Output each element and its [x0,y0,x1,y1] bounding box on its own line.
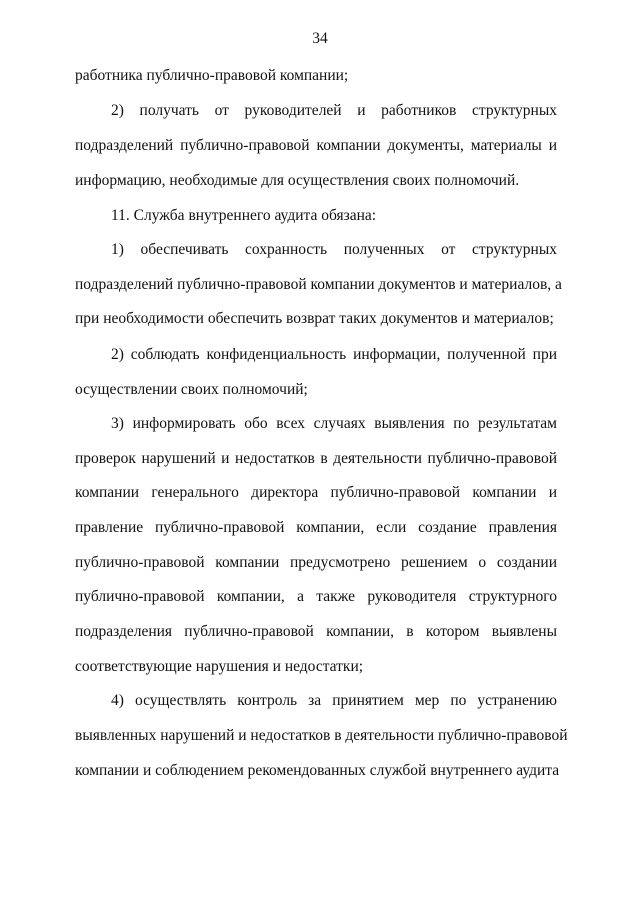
text-line: компании генерального директора публично-правовой компании и [75,484,557,501]
text-line: проверок нарушений и недостатков в деятельности публично-правовой [75,450,557,467]
paragraph-start-line: 4) осуществлять контроль за принятием мер по устранению [111,692,557,709]
text-line: работника публично-правовой компании; [75,67,349,84]
text-line: подразделений публично-правовой компании документы, материалы и [75,137,557,154]
text-line: публично-правовой компании предусмотрено решением о создании [75,554,557,571]
section-heading-line: 11. Служба внутреннего аудита обязана: [111,207,377,224]
text-line: публично-правовой компании, а также руководителя структурного [75,588,557,605]
text-line: при необходимости обеспечить возврат таких документов и материалов; [75,310,554,327]
paragraph-start-line: 2) получать от руководителей и работников структурных [111,102,557,119]
text-line: соответствующие нарушения и недостатки; [75,658,364,675]
text-line: компании и соблюдением рекомендованных службой внутреннего аудита [75,762,560,779]
text-line: подразделений публично-правовой компании документов и материалов, а [75,276,562,293]
text-line: правление публично-правовой компании, если создание правления [75,519,557,536]
paragraph-start-line: 3) информировать обо всех случаях выявления по результатам [111,415,557,432]
text-line: подразделения публично-правовой компании, в котором выявлены [75,623,557,640]
page-number: 34 [312,30,328,47]
paragraph-start-line: 2) соблюдать конфиденциальность информации, полученной при [111,346,557,363]
text-line: выявленных нарушений и недостатков в деятельности публично-правовой [75,727,568,744]
paragraph-start-line: 1) обеспечивать сохранность полученных от структурных [111,241,557,258]
text-line: осуществлении своих полномочий; [75,381,308,398]
text-line: информацию, необходимые для осуществления своих полномочий. [75,172,520,189]
